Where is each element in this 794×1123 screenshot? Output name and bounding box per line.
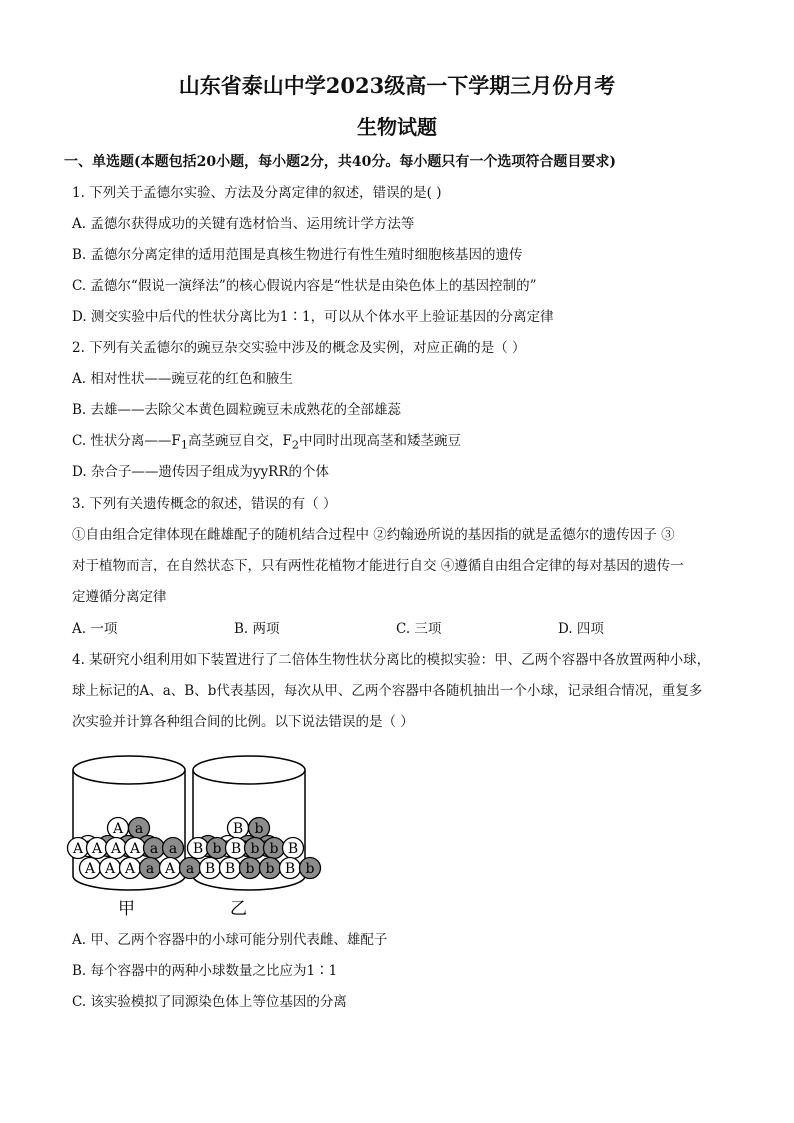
ball-label: A: [110, 841, 122, 857]
question-3-stem: 3. 下列有关遗传概念的叙述，错误的有（ ）: [72, 496, 337, 512]
ball-label: B: [232, 821, 244, 837]
question-1-option-c: C. 孟德尔“假说一演绎法”的核心假说内容是“性状是由染色体上的基因控制的”: [72, 278, 537, 294]
ball-recessive: [180, 858, 201, 879]
ball-dominant: [280, 858, 301, 879]
ball-label: A: [72, 841, 84, 857]
ball-recessive: [245, 838, 266, 859]
page-subtitle: 生物试题: [357, 115, 437, 139]
figure-label-left: 甲: [118, 899, 135, 919]
ball-label: B: [224, 861, 236, 877]
ball-dominant: [87, 838, 108, 859]
jars-figure: [66, 748, 326, 920]
question-3-option-c: C. 三项: [396, 621, 442, 637]
ball-label: a: [134, 821, 144, 837]
ball-dominant: [100, 858, 121, 879]
ball-label: B: [192, 841, 204, 857]
ball-dominant: [283, 838, 304, 859]
ball-label: A: [104, 861, 116, 877]
ball-dominant: [125, 838, 146, 859]
question-2-option-b: B. 去雄——去除父本黄色圆粒豌豆未成熟花的全部雄蕊: [72, 402, 402, 418]
ball-dominant: [160, 858, 181, 879]
figure-label-right: 乙: [230, 899, 247, 919]
ball-dominant: [200, 858, 221, 879]
ball-dominant: [120, 858, 141, 879]
ball-dominant: [188, 838, 209, 859]
subscript-1: 1: [180, 438, 188, 452]
ball-dominant: [68, 838, 89, 859]
ball-recessive: [260, 858, 281, 879]
ball-recessive: [240, 858, 261, 879]
question-1-option-b: B. 孟德尔分离定律的适用范围是真核生物进行有性生殖时细胞核基因的遗传: [72, 247, 523, 263]
ball-recessive: [300, 858, 321, 879]
question-3-line-2: 对于植物而言，在自然状态下，只有两性花植物才能进行自交 ④遵循自由组合定律的每对基因的遗传一: [72, 558, 684, 574]
question-3-option-a: A. 一项: [72, 621, 118, 637]
ball-label: b: [265, 861, 275, 877]
option-c-text-1: C. 性状分离——F: [72, 433, 181, 449]
section-heading: 一、单选题(本题包括20小题，每小题2分，共40分。每小题只有一个选项符合题目要求): [64, 154, 616, 170]
ball-label: B: [284, 861, 296, 877]
ball-recessive: [264, 838, 285, 859]
ball-label: A: [164, 861, 176, 877]
ball-label: b: [269, 841, 279, 857]
ball-label: b: [250, 841, 260, 857]
question-3-line-1: ①自由组合定律体现在雌雄配子的随机结合过程中 ②约翰逊所说的基因指的就是孟德尔的遗传因子 ③: [72, 527, 675, 543]
ball-label: A: [124, 861, 136, 877]
ball-label: b: [254, 821, 264, 837]
ball-label: B: [230, 841, 242, 857]
page-title: 山东省泰山中学2023级高一下学期三月份月考: [178, 73, 616, 98]
ball-label: a: [149, 841, 159, 857]
question-4-option-b: B. 每个容器中的两种小球数量之比应为1∶1: [72, 963, 338, 979]
ball-label: A: [84, 861, 96, 877]
ball-recessive: [144, 838, 165, 859]
ball-label: A: [129, 841, 141, 857]
ball-dominant: [80, 858, 101, 879]
ball-label: B: [204, 861, 216, 877]
question-4-option-a: A. 甲、乙两个容器中的小球可能分别代表雌、雄配子: [72, 932, 388, 948]
option-c-text-2: 高茎豌豆自交，F: [187, 433, 292, 449]
question-4-option-c: C. 该实验模拟了同源染色体上等位基因的分离: [72, 994, 347, 1010]
question-1-option-a: A. 孟德尔获得成功的关键有选材恰当、运用统计学方法等: [72, 216, 415, 232]
question-1-stem: 1. 下列关于孟德尔实验、方法及分离定律的叙述，错误的是( ): [72, 185, 442, 201]
question-4-line-2: 球上标记的A、a、B、b代表基因，每次从甲、乙两个容器中各随机抽出一个小球，记录组合情况，重复多: [72, 683, 703, 699]
question-3-line-3: 定遵循分离定律: [72, 589, 167, 605]
question-3-option-b: B. 两项: [234, 621, 280, 637]
jar-left-balls: [68, 818, 204, 879]
question-4-line-1: 4. 某研究小组利用如下装置进行了二倍体生物性状分离比的模拟实验：甲、乙两个容器中各放置两种小球，: [72, 652, 711, 668]
ball-dominant: [106, 838, 127, 859]
ball-recessive: [140, 858, 161, 879]
ball-label: b: [245, 861, 255, 877]
question-1-option-d: D. 测交实验中后代的性状分离比为1∶1，可以从个体水平上验证基因的分离定律: [72, 309, 554, 325]
ball-label: b: [305, 861, 315, 877]
question-2-stem: 2. 下列有关孟德尔的豌豆杂交实验中涉及的概念及实例，对应正确的是（ ）: [72, 340, 526, 356]
subscript-2: 2: [291, 438, 300, 452]
ball-dominant: [226, 838, 247, 859]
ball-label: A: [91, 841, 103, 857]
ball-label: B: [287, 841, 299, 857]
ball-label: a: [168, 841, 178, 857]
question-2-option-d: D. 杂合子——遗传因子组成为yyRR的个体: [72, 464, 330, 480]
ball-recessive: [207, 838, 228, 859]
question-3-option-d: D. 四项: [558, 621, 604, 637]
ball-label: b: [212, 841, 222, 857]
question-2-option-a: A. 相对性状——豌豆花的红色和腋生: [72, 371, 293, 387]
ball-label: a: [185, 861, 195, 877]
question-4-line-3: 次实验并计算各种组合间的比例。以下说法错误的是（ ）: [72, 714, 414, 730]
jar-right-balls: [185, 818, 321, 879]
question-2-option-c: [72, 431, 461, 456]
ball-dominant: [220, 858, 241, 879]
option-c-text-3: 中同时出现高茎和矮茎豌豆: [299, 433, 462, 449]
ball-recessive: [163, 838, 184, 859]
ball-label: A: [112, 821, 124, 837]
ball-label: a: [145, 861, 155, 877]
